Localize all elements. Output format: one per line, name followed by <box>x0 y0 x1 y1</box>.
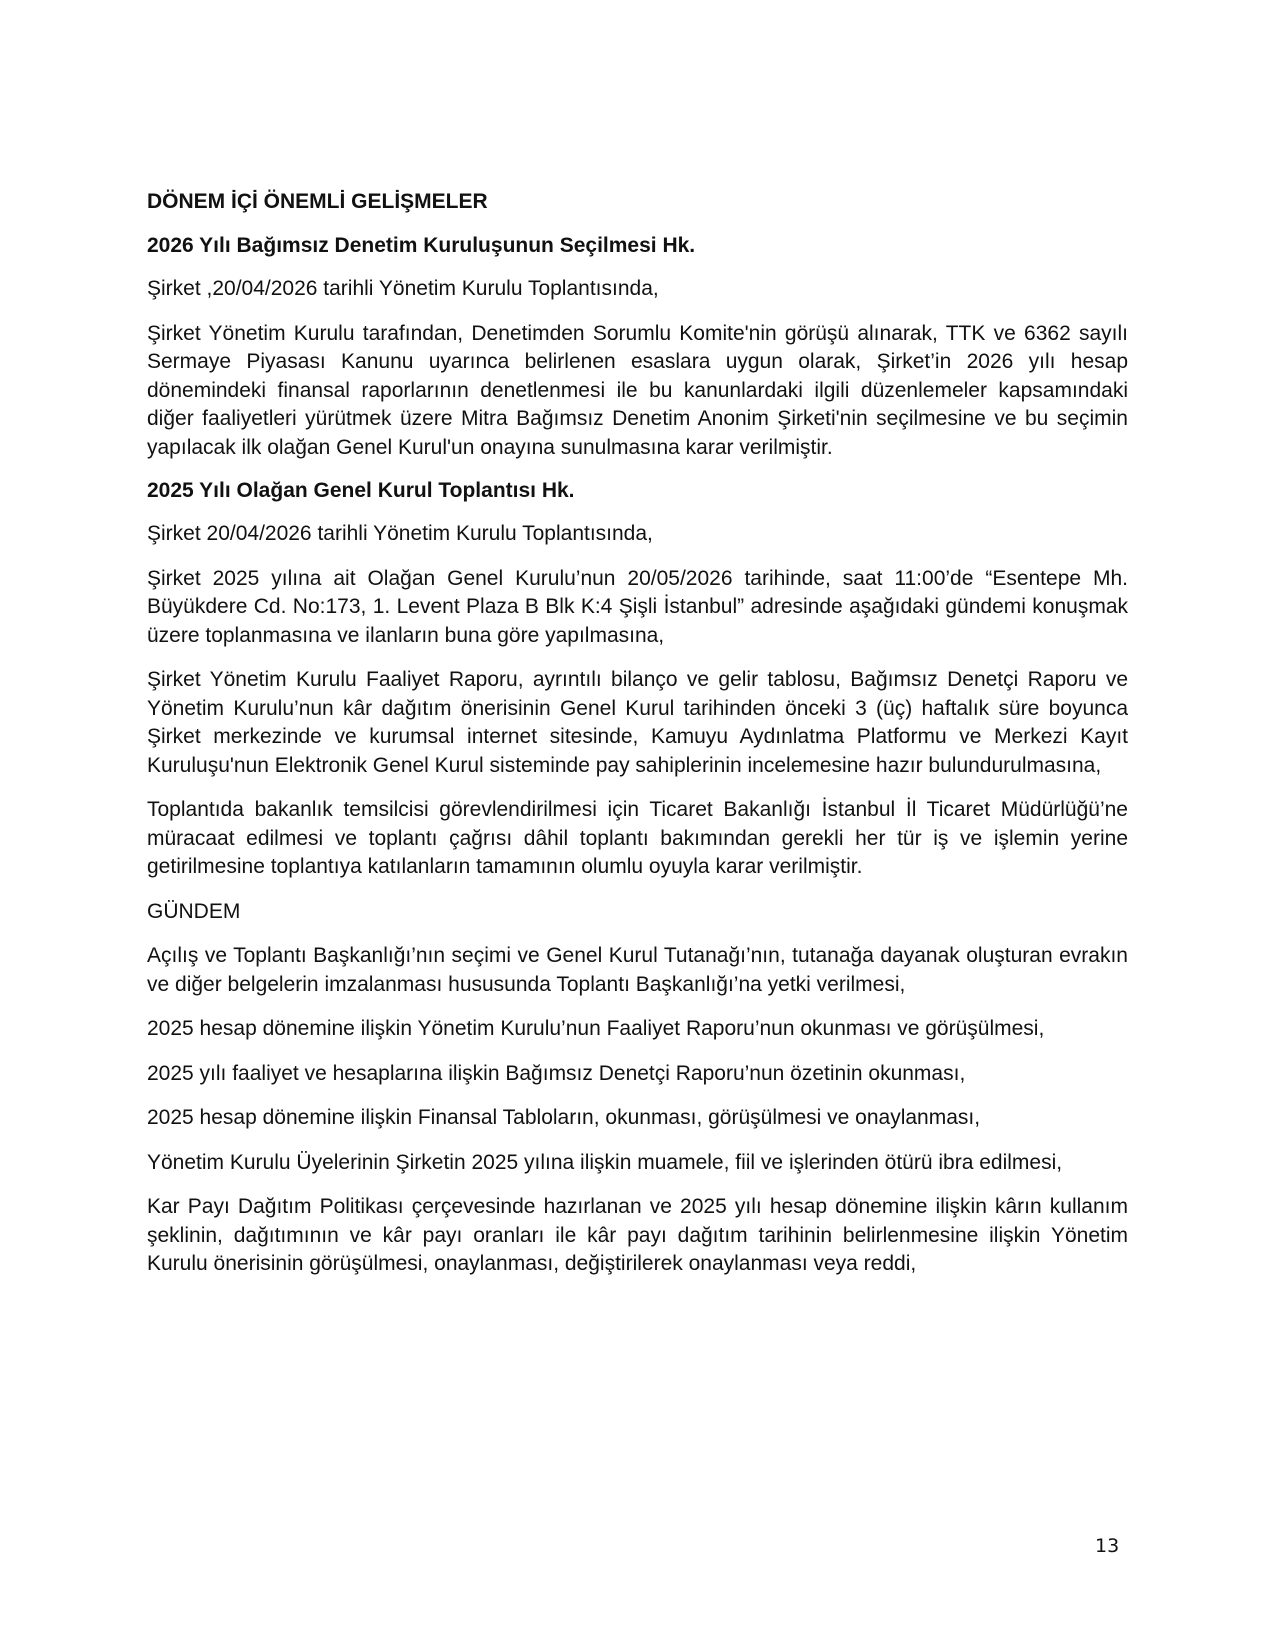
section1-intro: Şirket ,20/04/2026 tarihli Yönetim Kurulu Toplantısında, <box>147 277 659 300</box>
agenda-label: GÜNDEM <box>147 899 241 923</box>
section1-heading: 2026 Yılı Bağımsız Denetim Kuruluşunun Seçilmesi Hk. <box>147 234 696 257</box>
page-number: 13 <box>1095 1535 1120 1557</box>
agenda-item: Kar Payı Dağıtım Politikası çerçevesinde hazırlanan ve 2025 yılı hesap dönemine ilişkin kârın kullanım şeklinin, dağıtımının ve kâr payı oranları ile kâr payı dağıtım tarihinin belirlenmesine ilişkin Yönetim Kurulu önerisinin görüşülmesi, onaylanması, değiştirilerek onaylanması veya reddi, <box>147 1195 1128 1275</box>
agenda-item: Açılış ve Toplantı Başkanlığı’nın seçimi ve Genel Kurul Tutanağı’nın, tutanağa dayanak oluşturan evrakın ve diğer belgelerin imzalanması hususunda Toplantı Başkanlığı’na yetki verilmesi, <box>147 944 1128 996</box>
section2-decision-paragraph: Toplantıda bakanlık temsilcisi görevlendirilmesi için Ticaret Bakanlığı İstanbul İl Ticaret Müdürlüğü’ne müracaat edilmesi ve toplantı çağrısı dâhil toplantı bakımından gerekli her tür iş ve işlemin yerine getirilmesine toplantıya katılanların tamamının olumlu oyuyla karar verilmiştir. <box>147 798 1128 878</box>
document-page <box>147 189 1128 1295</box>
agenda-item: 2025 hesap dönemine ilişkin Yönetim Kurulu’nun Faaliyet Raporu’nun okunması ve görüşülmesi, <box>147 1017 1045 1040</box>
section2-heading: 2025 Yılı Olağan Genel Kurul Toplantısı Hk. <box>147 479 575 502</box>
section2-documents-paragraph: Şirket Yönetim Kurulu Faaliyet Raporu, ayrıntılı bilanço ve gelir tablosu, Bağımsız Denetçi Raporu ve Yönetim Kurulu’nun kâr dağıtım önerisinin Genel Kurul tarihinden önceki 3 (üç) haftalık süre boyunca Şirket merkezinde ve kurumsal internet sitesinde, Kamuyu Aydınlatma Platformu ve Merkezi Kayıt Kuruluşu'nun Elektronik Genel Kurul sisteminde pay sahiplerinin incelemesine hazır bulundurulmasına, <box>147 668 1128 777</box>
agenda-item: 2025 yılı faaliyet ve hesaplarına ilişkin Bağımsız Denetçi Raporu’nun özetinin okunması, <box>147 1061 966 1085</box>
section1-decision: Şirket Yönetim Kurulu tarafından, Denetimden Sorumlu Komite'nin görüşü alınarak, TTK ve 6362 sayılı Sermaye Piyasası Kanunu uyarınca belirlenen esaslara uygun olarak, Şirket’in 2026 yılı hesap dönemindeki finansal raporlarının denetlenmesi ile bu kanunlardaki ilgili düzenlemeler kapsamındaki diğer faaliyetleri yürütmek üzere Mitra Bağımsız Denetim Anonim Şirketi'nin seçilmesine ve bu seçimin yapılacak ilk olağan Genel Kurul'un onayına sunulmasına karar verilmiştir. <box>147 321 1128 459</box>
agenda-item: Yönetim Kurulu Üyelerinin Şirketin 2025 yılına ilişkin muamele, fiil ve işlerinden ötürü ibra edilmesi, <box>147 1150 1063 1174</box>
agenda-item: 2025 hesap dönemine ilişkin Finansal Tabloların, okunması, görüşülmesi ve onaylanması, <box>147 1106 981 1129</box>
section-title: DÖNEM İÇİ ÖNEMLİ GELİŞMELER <box>147 190 488 213</box>
section2-intro: Şirket 20/04/2026 tarihli Yönetim Kurulu Toplantısında, <box>147 522 653 545</box>
section2-meeting-paragraph: Şirket 2025 yılına ait Olağan Genel Kurulu’nun 20/05/2026 tarihinde, saat 11:00’de “Esentepe Mh. Büyükdere Cd. No:173, 1. Levent Plaza B Blk K:4 Şişli İstanbul” adresinde aşağıdaki gündemi konuşmak üzere toplanmasına ve ilanların buna göre yapılmasına, <box>147 566 1128 647</box>
